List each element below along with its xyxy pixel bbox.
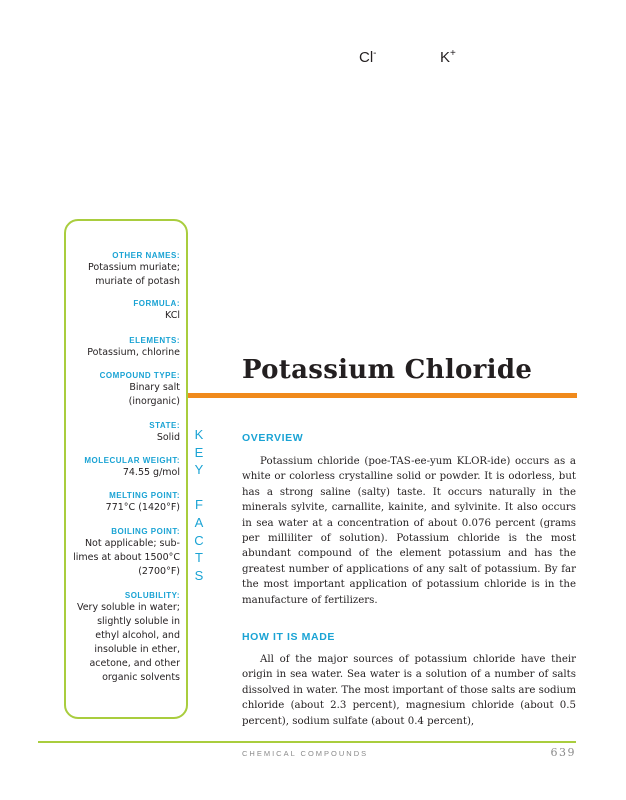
tab-letter: K (194, 427, 204, 442)
fact-label: ELEMENTS: (129, 336, 180, 345)
fact-value: slightly soluble in (97, 616, 180, 627)
chloride-charge: - (373, 48, 377, 59)
fact-label: SOLUBILITY: (124, 591, 180, 600)
fact-label: FORMULA: (133, 299, 180, 308)
fact-value: Solid (156, 432, 180, 443)
section-heading-overview: OVERVIEW (242, 432, 304, 444)
tab-letter: C (194, 532, 204, 548)
fact-value: (inorganic) (128, 396, 180, 407)
fact-label: MOLECULAR WEIGHT: (84, 456, 180, 465)
key-facts-box (64, 219, 188, 719)
fact-other-names (58, 251, 180, 289)
fact-value: 74.55 g/mol (122, 467, 180, 478)
fact-state (58, 421, 180, 445)
chloride-symbol: Cl (359, 49, 374, 66)
tab-letter: E (194, 444, 204, 460)
potassium-ion-label (440, 48, 456, 66)
fact-value: Not applicable; sub- (84, 538, 180, 549)
tab-letter: F (195, 497, 203, 513)
fact-value: insoluble in ether, (94, 644, 180, 655)
fact-value: muriate of potash (95, 276, 180, 287)
fact-value: acetone, and other (89, 658, 180, 669)
fact-value: Very soluble in water; (76, 602, 180, 613)
fact-elements (58, 336, 180, 360)
potassium-charge: + (450, 48, 456, 59)
fact-label: COMPOUND TYPE: (99, 371, 180, 380)
fact-value: Potassium, chlorine (87, 347, 180, 358)
overview-paragraph: Potassium chloride (poe-TAS-ee-yum KLOR-ide) occurs as a white or colorless crystalline solid or powder. It is odorless, but has a strong saline (salty) taste. It occurs naturally in the minerals sylvite, carnallite, kainite, and sylvinite. It also occurs in sea water at a concentration of about 0.076 percent (grams per milliliter of solution). Potassium chloride is the most abundant compound of the element potassium and has the greatest number of applications of any salt of potassium. By far the most important application of potassium chloride is in the manufacture of fertilizers. (242, 456, 576, 606)
fact-value: (2700°F) (138, 566, 180, 577)
fact-value: limes at about 1500°C (73, 552, 180, 563)
fact-value: Binary salt (129, 382, 180, 393)
fact-label: STATE: (149, 421, 180, 430)
fact-molecular-weight (58, 456, 180, 480)
tab-letter: T (195, 550, 203, 566)
fact-solubility (58, 591, 180, 685)
fact-value: 771°C (1420°F) (105, 502, 180, 513)
page-number: 639 (550, 746, 576, 759)
chloride-ion-label (359, 48, 377, 66)
page-title: Potassium Chloride (242, 355, 533, 385)
fact-compound-type (58, 371, 180, 409)
tab-letter (190, 479, 208, 497)
fact-value: ethyl alcohol, and (95, 630, 180, 641)
how-made-paragraph: All of the major sources of potassium chloride have their origin in sea water. Sea water is a solution of a number of salts dissolved in water. The most important of those salts are sodium chloride (about 2.3 percent), magnesium chloride (about 0.5 percent), sodium sulfate (about 0.4 percent), (242, 654, 576, 727)
fact-melting-point (58, 491, 180, 515)
title-underline (188, 393, 577, 398)
fact-value: Potassium muriate; (88, 262, 180, 273)
fact-label: MELTING POINT: (109, 491, 180, 500)
footer-book-title: CHEMICAL COMPOUNDS (242, 749, 369, 758)
key-facts-tab-label (190, 426, 208, 584)
footer-rule (38, 741, 576, 743)
tab-letter: Y (194, 462, 204, 478)
fact-label: BOILING POINT: (111, 527, 180, 536)
section-heading-how-it-is-made: HOW IT IS MADE (242, 631, 335, 643)
fact-boiling-point (58, 527, 180, 579)
fact-value: KCl (165, 310, 180, 321)
fact-formula (58, 299, 180, 323)
tab-letter: A (194, 514, 204, 530)
potassium-symbol: K (440, 49, 451, 66)
fact-label: OTHER NAMES: (112, 251, 180, 260)
tab-letter: S (194, 567, 204, 583)
fact-value: organic solvents (102, 672, 180, 683)
